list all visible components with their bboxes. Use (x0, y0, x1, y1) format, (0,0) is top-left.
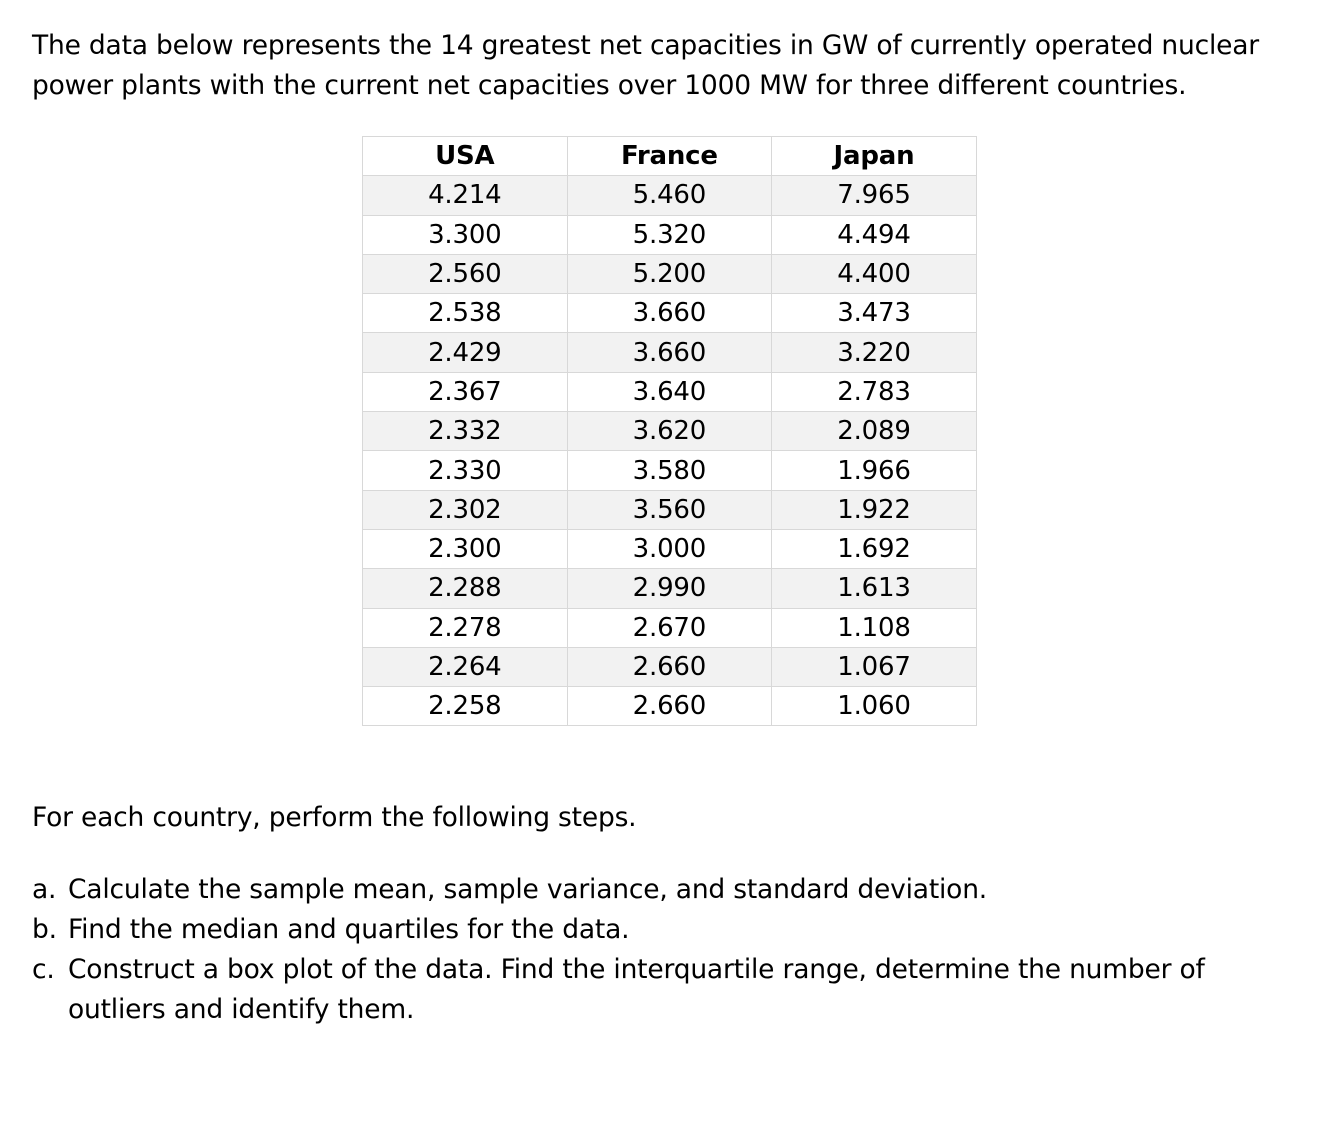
cell-japan: 7.965 (772, 176, 977, 215)
cell-usa: 2.288 (363, 569, 568, 608)
step-marker: c. (32, 954, 55, 985)
cell-france: 5.460 (567, 176, 772, 215)
cell-japan: 1.922 (772, 490, 977, 529)
cell-france: 2.660 (567, 687, 772, 726)
cell-france: 3.660 (567, 294, 772, 333)
cell-japan: 3.473 (772, 294, 977, 333)
table-row (363, 529, 977, 568)
cell-france: 3.640 (567, 372, 772, 411)
cell-usa: 2.258 (363, 687, 568, 726)
cell-france: 2.660 (567, 647, 772, 686)
table-row (363, 333, 977, 372)
cell-usa: 2.538 (363, 294, 568, 333)
cell-france: 2.670 (567, 608, 772, 647)
cell-france: 3.000 (567, 529, 772, 568)
table-row (363, 569, 977, 608)
cell-usa: 3.300 (363, 215, 568, 254)
cell-japan: 1.067 (772, 647, 977, 686)
step-text: Find the median and quartiles for the data. (68, 914, 630, 945)
header-japan: Japan (772, 137, 977, 176)
table-row (363, 687, 977, 726)
cell-japan: 4.494 (772, 215, 977, 254)
cell-usa: 2.300 (363, 529, 568, 568)
table-row (363, 608, 977, 647)
cell-france: 5.320 (567, 215, 772, 254)
cell-japan: 1.966 (772, 451, 977, 490)
table-row (363, 215, 977, 254)
steps-list (32, 870, 1272, 1030)
header-usa: USA (363, 137, 568, 176)
table-row (363, 176, 977, 215)
table-row (363, 372, 977, 411)
table-row (363, 490, 977, 529)
step-marker: b. (32, 914, 57, 945)
cell-japan: 3.220 (772, 333, 977, 372)
cell-usa: 2.302 (363, 490, 568, 529)
table-row (363, 412, 977, 451)
cell-japan: 1.108 (772, 608, 977, 647)
step-item (32, 870, 1272, 910)
step-text: Construct a box plot of the data. Find the interquartile range, determine the number of outliers and identify them. (68, 954, 1205, 1025)
instructions-paragraph: For each country, perform the following steps. (32, 802, 637, 833)
cell-usa: 2.264 (363, 647, 568, 686)
table-row (363, 294, 977, 333)
capacity-table (362, 136, 977, 726)
cell-usa: 2.278 (363, 608, 568, 647)
cell-france: 3.660 (567, 333, 772, 372)
cell-france: 5.200 (567, 254, 772, 293)
table-header-row (363, 137, 977, 176)
step-item (32, 910, 1272, 950)
table-row (363, 647, 977, 686)
table-row (363, 254, 977, 293)
cell-japan: 1.692 (772, 529, 977, 568)
cell-france: 3.620 (567, 412, 772, 451)
table-row (363, 451, 977, 490)
step-text: Calculate the sample mean, sample variance, and standard deviation. (68, 874, 988, 905)
cell-usa: 4.214 (363, 176, 568, 215)
header-france: France (567, 137, 772, 176)
cell-usa: 2.332 (363, 412, 568, 451)
step-marker: a. (32, 874, 57, 905)
cell-usa: 2.330 (363, 451, 568, 490)
cell-france: 3.580 (567, 451, 772, 490)
cell-usa: 2.429 (363, 333, 568, 372)
cell-japan: 2.089 (772, 412, 977, 451)
cell-france: 2.990 (567, 569, 772, 608)
cell-japan: 2.783 (772, 372, 977, 411)
cell-usa: 2.367 (363, 372, 568, 411)
cell-japan: 1.613 (772, 569, 977, 608)
cell-japan: 1.060 (772, 687, 977, 726)
table-body (363, 176, 977, 726)
cell-france: 3.560 (567, 490, 772, 529)
intro-paragraph: The data below represents the 14 greatest net capacities in GW of currently operated nuclear power plants with the current net capacities over 1000 MW for three different countries. (32, 30, 1259, 101)
cell-usa: 2.560 (363, 254, 568, 293)
cell-japan: 4.400 (772, 254, 977, 293)
step-item (32, 950, 1272, 1030)
